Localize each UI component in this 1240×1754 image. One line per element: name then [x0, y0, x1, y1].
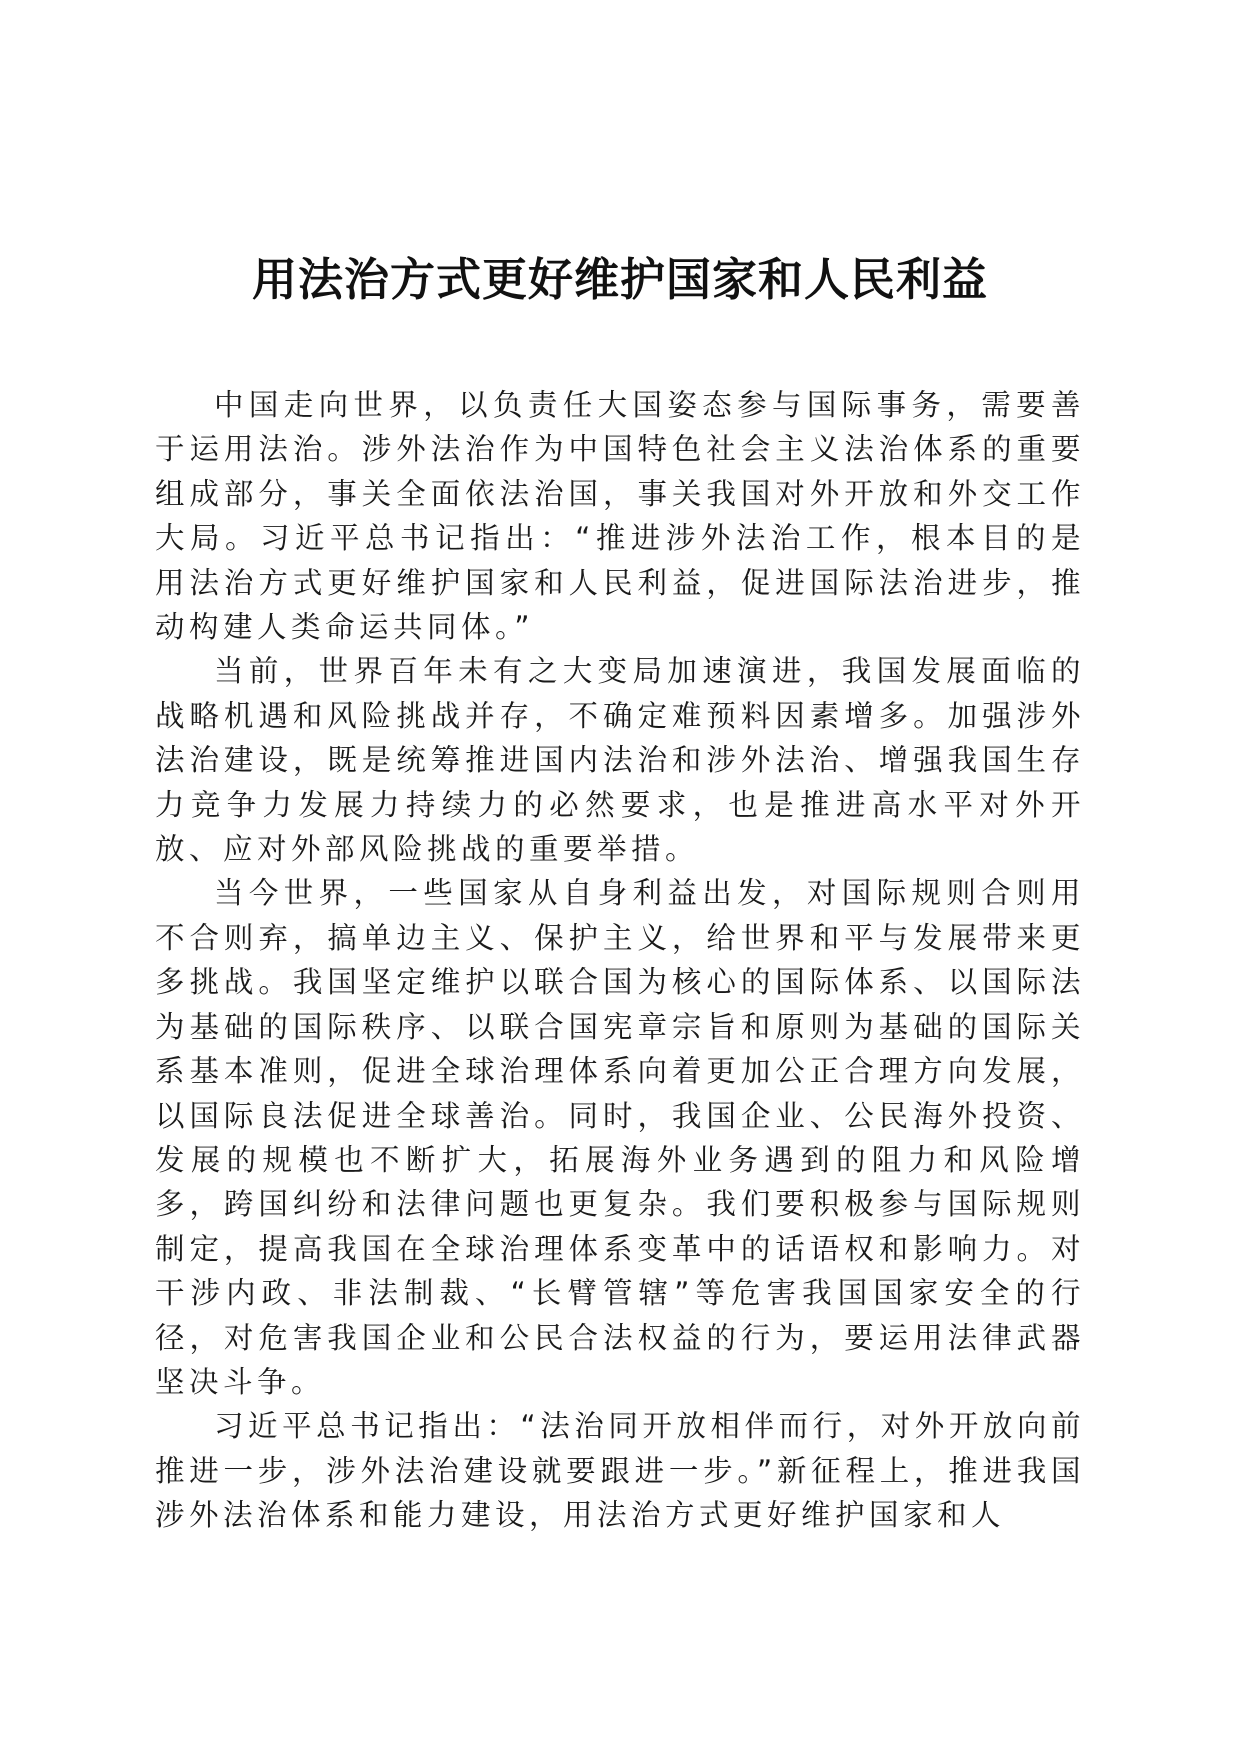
paragraph: 中国走向世界，以负责任大国姿态参与国际事务，需要善于运用法治。涉外法治作为中国特色社会主义法治体系的重要组成部分，事关全面依法治国，事关我国对外开放和外交工作大局。习近平总书记指出：“推进涉外法治工作，根本目的是用法治方式更好维护国家和人民利益，促进国际法治进步，推动构建人类命运共同体。” [155, 388, 1085, 645]
paragraph: 习近平总书记指出：“法治同开放相伴而行，对外开放向前推进一步，涉外法治建设就要跟进一步。”新征程上，推进我国涉外法治体系和能力建设，用法治方式更好维护国家和人 [155, 1409, 1085, 1533]
document-body [155, 383, 1085, 1538]
paragraph: 当前，世界百年未有之大变局加速演进，我国发展面临的战略机遇和风险挑战并存，不确定难预料因素增多。加强涉外法治建设，既是统筹推进国内法治和涉外法治、增强我国生存力竞争力发展力持续力的必然要求，也是推进高水平对外开放、应对外部风险挑战的重要举措。 [155, 654, 1085, 867]
document-title: 用法治方式更好维护国家和人民利益 [251, 253, 988, 306]
paragraph: 当今世界，一些国家从自身利益出发，对国际规则合则用不合则弃，搞单边主义、保护主义，给世界和平与发展带来更多挑战。我国坚定维护以联合国为核心的国际体系、以国际法为基础的国际秩序、以联合国宪章宗旨和原则为基础的国际关系基本准则，促进全球治理体系向着更加公正合理方向发展，以国际良法促进全球善治。同时，我国企业、公民海外投资、发展的规模也不断扩大，拓展海外业务遇到的阻力和风险增多，跨国纠纷和法律问题也更复杂。我们要积极参与国际规则制定，提高我国在全球治理体系变革中的话语权和影响力。对干涉内政、非法制裁、“长臂管辖”等危害我国国家安全的行径，对危害我国企业和公民合法权益的行为，要运用法律武器坚决斗争。 [155, 876, 1085, 1399]
